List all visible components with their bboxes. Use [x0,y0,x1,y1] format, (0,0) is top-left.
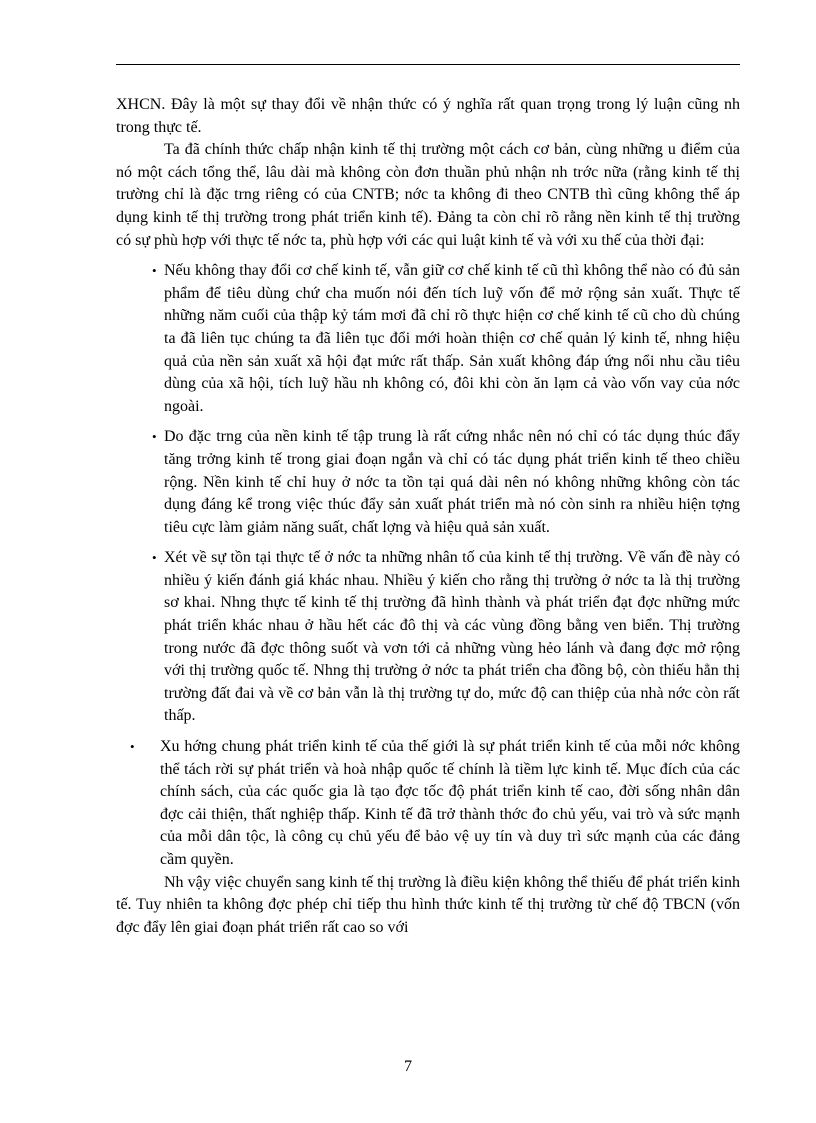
paragraph-continuation: XHCN. Đây là một sự thay đổi về nhận thức có ý nghĩa rất quan trọng trong lý luận cũng nh trong thực tế. [116,96,740,136]
paragraph-closing: Nh vậy việc chuyển sang kinh tế thị trường là điều kiện không thể thiếu để phát triển kinh tế. Tuy nhiên ta không đợc phép chỉ tiếp thu hình thức kinh tế thị trường từ chế độ TBCN (vốn đợc đẩy lên giai đoạn phát triển rất cao so với [116,873,740,936]
sub-bullet-item [116,260,740,418]
page-number: 7 [404,1058,412,1075]
sub-bullet-item [116,426,740,539]
paragraph-intro: Ta đã chính thức chấp nhận kinh tế thị trường một cách cơ bản, cùng những u điểm của nó một cách tổng thể, lâu dài mà không còn đơn thuần phủ nhận nh trớc nữa (rằng kinh tế thị trường chỉ là đặc trng riêng có của CNTB; nớc ta không đi theo CNTB thì cũng không thể áp dụng kinh tế thị trường trong phát triển kinh tế). Đảng ta còn chỉ rõ rằng nền kinh tế thị trường có sự phù hợp với thực tế nớc ta, phù hợp với các qui luật kinh tế và với xu thế của thời đại: [116,141,740,249]
document-body [116,94,740,939]
sub-bullet-item [116,547,740,728]
bullet-icon: • [130,739,135,755]
sub-bullet-text: Nếu không thay đổi cơ chế kinh tế, vẫn giữ cơ chế kinh tế cũ thì không thể nào có đủ sản phẩm để tiêu dùng chứ cha muốn nói đến tích luỹ vốn để mở rộng sản xuất. Thực tế những năm cuối của thập kỷ tám mơi đã chỉ rõ thực hiện cơ chế kinh tế cũ cho dù chúng ta đã liên tục chúng ta đã liên tục đổi mới hoàn thiện cơ chế quản lý kinh tế, nhng hiệu quả của nền sản xuất xã hội đạt mức rất thấp. Sản xuất không đáp ứng nổi nhu cầu tiêu dùng của xã hội, tích luỹ hầu nh không có, đôi khi còn ăn lạm cả vào vốn vay của nớc ngoài. [164,262,740,415]
main-bullet-text: Xu hớng chung phát triển kinh tế của thế giới là sự phát triển kinh tế của mỗi nớc không thể tách rời sự phát triển và hoà nhập quốc tế chính là tiềm lực kinh tế. Mục đích của các chính sách, của các quốc gia là tạo đợc tốc độ phát triển kinh tế cao, đời sống nhân dân đợc cải thiện, thất nghiệp thấp. Kinh tế đã trở thành thớc đo chủ yếu, vai trò và sức mạnh của mỗi dân tộc, là công cụ chủ yếu để bảo vệ uy tín và duy trì sức mạnh của các đảng cầm quyền. [160,738,740,868]
sub-bullet-text: Do đặc trng của nền kinh tế tập trung là rất cứng nhắc nên nó chỉ có tác dụng thúc đẩy tăng trởng kinh tế trong giai đoạn ngắn và chỉ có tác dụng phát triển kinh tế theo chiều rộng. Nền kinh tế chỉ huy ở nớc ta tồn tại quá dài nên nó không những không còn tác dụng đáng kể trong việc thúc đẩy sản xuất phát triển mà nó còn sinh ra nhiều hiện tợng tiêu cực làm giảm năng suất, chất lợng và hiệu quả sản xuất. [164,428,740,536]
bullet-icon: • [152,429,157,445]
sub-bullet-text: Xét về sự tồn tại thực tế ở nớc ta những nhân tố của kinh tế thị trường. Về vấn đề này có nhiều ý kiến đánh giá khác nhau. Nhiều ý kiến cho rằng thị trường ở nớc ta là thị trường sơ khai. Nhng thực tế kinh tế thị trường đã hình thành và phát triển đạt đợc những mức phát triển khác nhau ở hầu hết các đô thị và các vùng đồng bằng ven biển. Thị trường trong nước đã đợc thông suốt và vơn tới cả những vùng hẻo lánh và đang đợc mở rộng với thị trường quốc tế. Nhng thị trường ở nớc ta phát triển cha đồng bộ, còn thiếu hẳn thị trường đất đai và về cơ bản vẫn là thị trường tự do, mức độ can thiệp của nhà nớc còn rất thấp. [164,549,740,725]
bullet-icon: • [152,263,157,279]
main-bullet-item [116,736,740,872]
bullet-icon: • [152,550,157,566]
header-rule [116,64,740,65]
